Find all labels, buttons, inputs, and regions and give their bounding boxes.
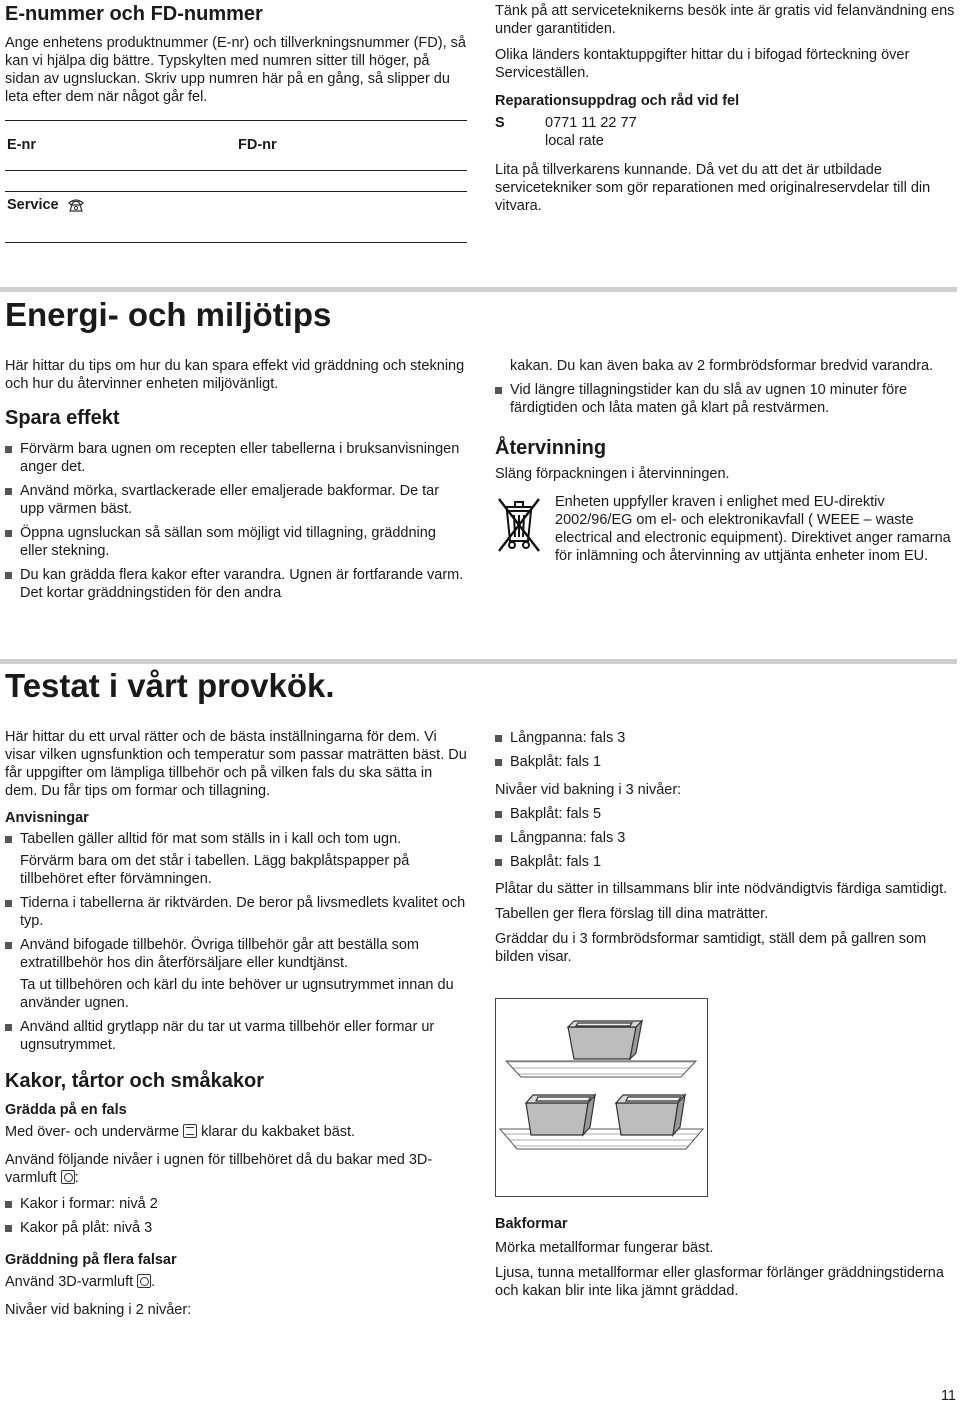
service-p2: Olika länders kontaktuppgifter hittar du i bifogad förteckning över Serviceställen. [495,47,910,81]
three-forms-text: Gräddar du i 3 formbrödsformar samtidigt, ställ dem på gallren som bilden visar. [495,931,927,965]
enr-section [5,0,467,106]
tested-title: Testat i vårt provkök. [5,667,335,704]
bakeware-2: Ljusa, tunna metallformar eller glasformar förlänger gräddningstiderna och kakan blir inte lika jämnt gräddad. [495,1265,944,1299]
recycle-text: Släng förpackningen i återvinningen. [495,466,730,482]
energy-intro: Här hittar du tips om hur du kan spara effekt vid gräddning och stekning och hur du återvinner enheten miljövänligt. [5,358,465,392]
save-tips [5,440,467,602]
list-item: Tiderna i tabellerna är riktvärden. De beror på livsmedlets kvalitet och typ. [5,894,467,930]
energy-left [5,357,467,608]
service-info [495,2,957,215]
service-phone: 0771 11 22 77 [545,115,637,131]
multi-text [5,1273,467,1291]
bakeware-block [495,1215,957,1300]
enr-title: E-nummer och FD-nummer [5,3,263,25]
energy-title: Energi- och miljötips [5,296,332,333]
tested-intro: Här hittar du ett urval rätter och de bästa inställningarna för dem. Vi visar vilken ugnsfunktion och temperatur som passar maträtten bäst. Du får uppgifter om lämpliga tillbehör och på vilken fals du ska sätta in dem. Du får tips om formar och tillagning. [5,729,467,799]
note-sub: Ta ut tillbehören och kärl du inte behöver ur ugnsutrymmet innan du använder ugnen. [20,977,454,1011]
list-item: Använd mörka, svartlackerade eller emaljerade bakformar. De tar upp värmen bäst. [5,482,467,518]
service-heading: Reparationsuppdrag och råd vid fel [495,93,740,109]
service-label-row [7,197,85,216]
notes-heading: Anvisningar [5,810,89,826]
list-item: Använd alltid grytlapp när du tar ut varma tillbehör eller formar ur ugnsutrymmet. [5,1018,467,1054]
save-tips-cont [495,381,957,417]
enr-intro: Ange enhetens produktnummer (E-nr) och tillverkningsnummer (FD), så kan vi hjälpa dig bättre. Typskylten med numren sitter till höger, på sidan av ugnsluckan. Skriv upp numren här på en gång, så slipper du leta efter dem när något går fel. [5,35,466,105]
baking-forms-illustration [495,998,708,1197]
list-item: Bakplåt: fals 1 [495,853,957,871]
trays-text: Plåtar du sätter in tillsammans blir inte nödvändigtvis färdiga samtidigt. [495,881,948,897]
enr-label: E-nr [7,137,36,153]
list-item: Du kan grädda flera kakor efter varandra. Ugnen är fortfarande varm. Det kortar gräddningstiden för den andra [5,566,467,602]
levels-colon: : [74,1170,79,1186]
3d-hot-air-icon [137,1274,151,1288]
two-levels-text: Nivåer vid bakning i 2 nivåer: [5,1302,192,1318]
bakeware-heading: Bakformar [495,1216,568,1232]
one-level-a: Med över- och undervärme [5,1124,180,1140]
two-level-list [495,729,957,771]
service-contact [495,114,957,150]
note-text: Använd bifogade tillbehör. Övriga tillbehör går att beställa som extratillbehör hos din återförsäljare eller kundtjänst. [20,937,419,971]
three-levels-text: Nivåer vid bakning i 3 nivåer: [495,782,682,798]
one-level-heading: Grädda på en fals [5,1102,127,1118]
levels-label: Använd följande nivåer i ugnen för tillbehöret då du bakar med 3D-varmluft [5,1152,433,1186]
list-item: Långpanna: fals 3 [495,729,957,747]
bakeware-1: Mörka metallformar fungerar bäst. [495,1240,714,1256]
tested-left [5,728,467,1319]
save-heading: Spara effekt [5,407,120,429]
telephone-icon [67,198,85,216]
multi-label: Använd 3D-varmluft [5,1274,134,1290]
list-item: Kakor i formar: nivå 2 [5,1195,467,1213]
note-sub: Förvärm bara om det står i tabellen. Lägg bakplåtspapper på tillbehöret efter förvämningen. [20,853,410,887]
service-rate: local rate [545,133,604,149]
list-item [5,830,467,888]
list-item: Bakplåt: fals 1 [495,753,957,771]
service-p1: Tänk på att serviceteknikerns besök inte är gratis vid felanvändning ens under garantitiden. [495,3,955,37]
list-item: Öppna ugnsluckan så sällan som möjligt vid tillagning, gräddning eller stekning. [5,524,467,560]
list-item: Bakplåt: fals 5 [495,805,957,823]
weee-text: Enheten uppfyller kraven i enlighet med EU-direktiv 2002/96/EG om el- och elektronikavfall ( WEEE – waste electrical and electronic equipment). Direktivet anger ramarna för inlämning och återvinning av uttjänta enheter inom EU. [555,494,951,564]
list-item: Förvärm bara ugnen om recepten eller tabellerna i bruksanvisningen anger det. [5,440,467,476]
list-item: Långpanna: fals 3 [495,829,957,847]
cakes-heading: Kakor, tårtor och småkakor [5,1070,264,1092]
top-bottom-heat-icon [183,1124,197,1138]
multi-dot: . [151,1274,156,1290]
energy-right [495,357,957,565]
divider [5,191,467,192]
weee-bin-icon [495,493,555,565]
list-item [5,936,467,1012]
levels-text [5,1151,467,1187]
table-text: Tabellen ger flera förslag till dina maträtter. [495,906,769,922]
divider [5,170,467,171]
level-list [5,1195,467,1237]
section-rule [0,287,957,292]
tip4-continued: kakan. Du kan även baka av 2 formbrödsformar bredvid varandra. [510,358,934,374]
section-rule [0,659,957,664]
service-p3: Lita på tillverkarens kunnande. Då vet du att det är utbildade servicetekniker som gör reparationen med originalreservdelar till din vitvara. [495,162,931,214]
one-level-b: klarar du kakbaket bäst. [201,1124,356,1140]
fdnr-label: FD-nr [238,137,277,153]
3d-hot-air-icon [61,1170,75,1184]
multi-heading: Gräddning på flera falsar [5,1252,177,1268]
page-number: 11 [940,1388,956,1404]
list-item: Vid längre tillagningstider kan du slå av ugnen 10 minuter före färdigtiden och låta maten gå klart på restvärmen. [495,381,957,417]
list-item: Kakor på plåt: nivå 3 [5,1219,467,1237]
note-text: Tabellen gäller alltid för mat som ställs in i kall och tom ugn. [20,831,402,847]
tested-right [495,729,957,966]
divider [5,120,467,121]
service-label: Service [7,197,59,213]
service-country: S [495,115,505,131]
recycle-heading: Återvinning [495,437,607,459]
one-level-text [5,1123,467,1141]
three-level-list [495,805,957,871]
weee-block [495,493,957,565]
divider [5,242,467,243]
notes-list [5,830,467,1054]
